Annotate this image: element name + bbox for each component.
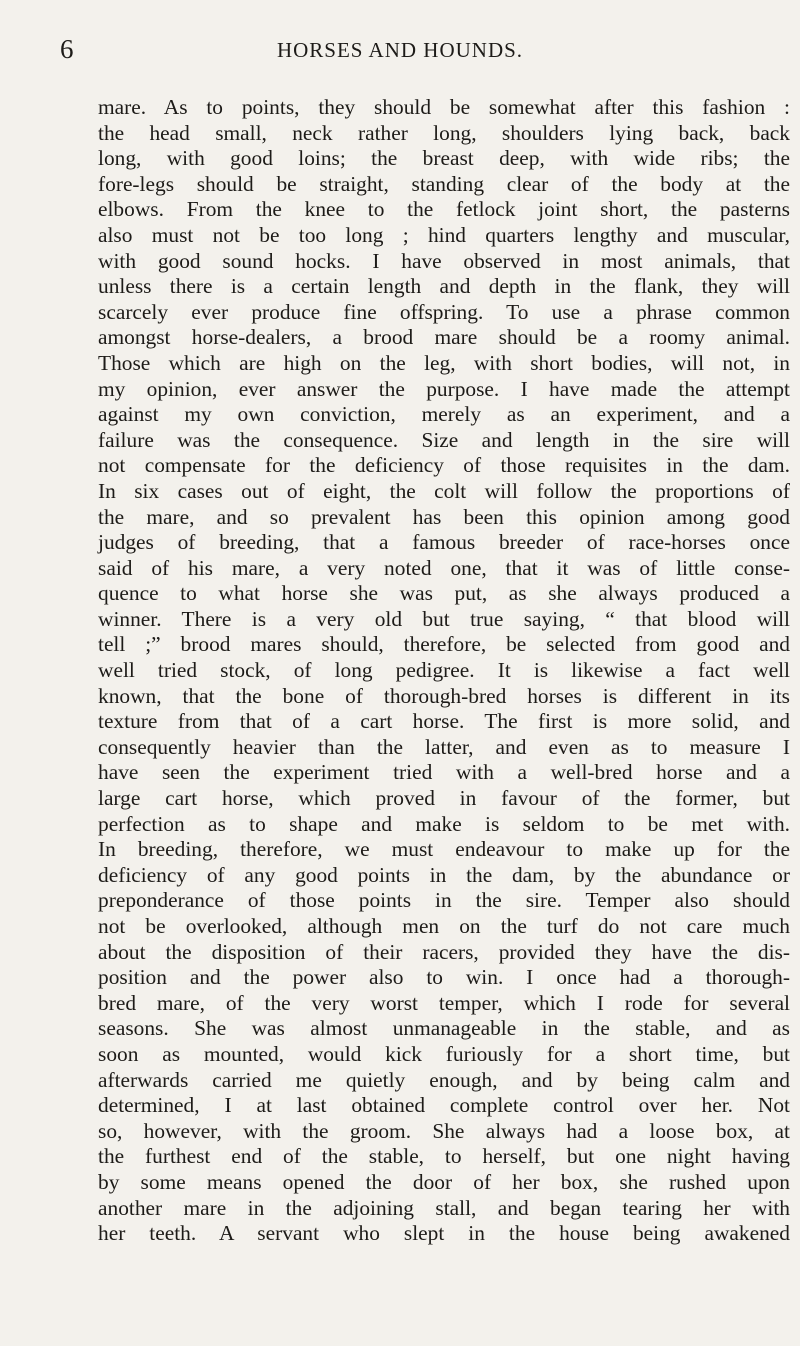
text-line: determined, I at last obtained complete control over her. Not <box>98 1093 790 1118</box>
text-line: elbows. From the knee to the fetlock joint short, the pasterns <box>98 197 790 222</box>
page-number: 6 <box>60 34 74 64</box>
text-line: the furthest end of the stable, to herself, but one night having <box>98 1144 790 1169</box>
text-line: with good sound hocks. I have observed in most animals, that <box>98 248 790 273</box>
text-line: judges of breeding, that a famous breeder of race-horses once <box>98 530 790 555</box>
text-line: also must not be too long ; hind quarters lengthy and muscular, <box>98 222 790 247</box>
text-line: long, with good loins; the breast deep, with wide ribs; the <box>98 146 790 171</box>
text-line: afterwards carried me quietly enough, and by being calm and <box>98 1067 790 1092</box>
text-line: the mare, and so prevalent has been this opinion among good <box>98 504 790 529</box>
text-line: the head small, neck rather long, shoulders lying back, back <box>98 120 790 145</box>
text-line: failure was the consequence. Size and length in the sire will <box>98 427 790 452</box>
text-line: texture from that of a cart horse. The first is more solid, and <box>98 709 790 734</box>
text-line: by some means opened the door of her box, she rushed upon <box>98 1169 790 1194</box>
text-line: fore-legs should be straight, standing clear of the body at the <box>98 171 790 196</box>
text-line: In six cases out of eight, the colt will follow the proportions of <box>98 478 790 503</box>
text-line: so, however, with the groom. She always had a loose box, at <box>98 1118 790 1143</box>
text-line: scarcely ever produce fine offspring. To use a phrase common <box>98 299 790 324</box>
text-line: have seen the experiment tried with a well-bred horse and a <box>98 760 790 785</box>
text-line: not compensate for the deficiency of those requisites in the dam. <box>98 453 790 478</box>
body-text <box>98 95 790 1247</box>
text-line: position and the power also to win. I once had a thorough- <box>98 965 790 990</box>
text-line: bred mare, of the very worst temper, which I rode for several <box>98 990 790 1015</box>
text-line: against my own conviction, merely as an experiment, and a <box>98 402 790 427</box>
text-line: seasons. She was almost unmanageable in the stable, and as <box>98 1016 790 1041</box>
text-line: mare. As to points, they should be somewhat after this fashion : <box>98 95 790 119</box>
text-line: well tried stock, of long pedigree. It is likewise a fact well <box>98 658 790 683</box>
page-header <box>0 30 800 70</box>
text-line: known, that the bone of thorough-bred horses is different in its <box>98 683 790 708</box>
text-line: about the disposition of their racers, provided they have the dis- <box>98 939 790 964</box>
text-line: preponderance of those points in the sire. Temper also should <box>98 888 790 913</box>
text-line: another mare in the adjoining stall, and began tearing her with <box>98 1195 790 1220</box>
running-head: HORSES AND HOUNDS. <box>276 38 524 62</box>
text-line: consequently heavier than the latter, and even as to measure I <box>98 734 790 759</box>
text-line: large cart horse, which proved in favour of the former, but <box>98 786 790 811</box>
text-line: amongst horse-dealers, a brood mare should be a roomy animal. <box>98 325 790 350</box>
text-line: my opinion, ever answer the purpose. I have made the attempt <box>98 376 790 401</box>
text-line: deficiency of any good points in the dam, by the abundance or <box>98 862 790 887</box>
text-line: Those which are high on the leg, with short bodies, will not, in <box>98 350 790 375</box>
text-line: In breeding, therefore, we must endeavour to make up for the <box>98 837 790 862</box>
text-line: said of his mare, a very noted one, that it was of little conse- <box>98 555 790 580</box>
text-line: tell ;” brood mares should, therefore, be selected from good and <box>98 632 790 657</box>
text-line: not be overlooked, although men on the turf do not care much <box>98 914 790 938</box>
text-line: her teeth. A servant who slept in the house being awakened <box>98 1221 790 1246</box>
text-line: soon as mounted, would kick furiously for a short time, but <box>98 1041 790 1066</box>
text-line: winner. There is a very old but true saying, “ that blood will <box>98 606 790 631</box>
text-line: perfection as to shape and make is seldom to be met with. <box>98 811 790 836</box>
text-line: unless there is a certain length and depth in the flank, they will <box>98 274 790 299</box>
text-line: quence to what horse she was put, as she always produced a <box>98 581 790 606</box>
